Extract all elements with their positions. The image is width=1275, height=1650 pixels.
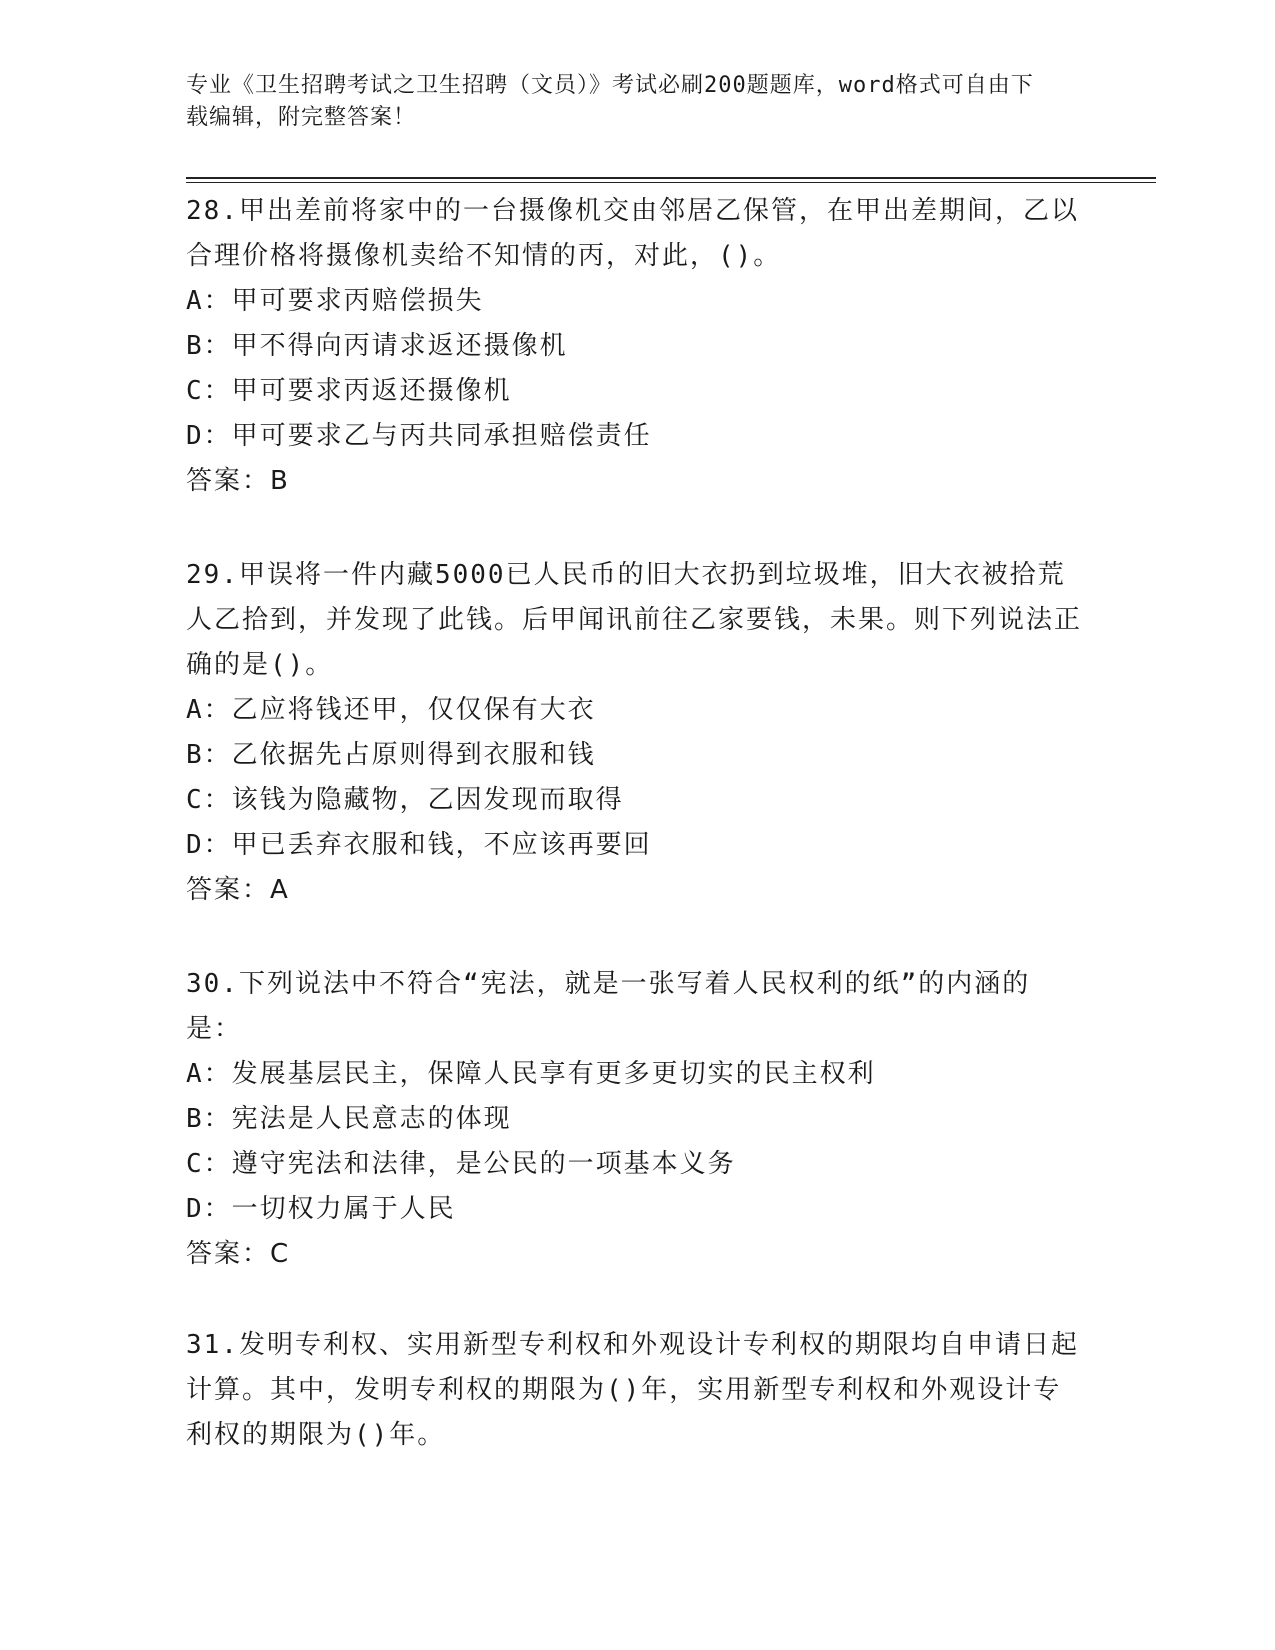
option-c: C：甲可要求丙返还摄像机 <box>186 376 512 406</box>
question-31 <box>186 1323 1086 1458</box>
option-a: A：发展基层民主，保障人民享有更多更切实的民主权利 <box>186 1059 876 1089</box>
question-28 <box>186 189 1086 504</box>
option-d: D：一切权力属于人民 <box>186 1194 456 1224</box>
option-b: B：宪法是人民意志的体现 <box>186 1104 512 1134</box>
option-c: C：遵守宪法和法律，是公民的一项基本义务 <box>186 1149 736 1179</box>
question-stem: 28.甲出差前将家中的一台摄像机交由邻居乙保管，在甲出差期间，乙以合理价格将摄像机卖给不知情的丙，对此，()。 <box>186 196 1079 271</box>
question-stem: 29.甲误将一件内藏5000已人民币的旧大衣扔到垃圾堆，旧大衣被拾荒人乙拾到，并发现了此钱。后甲闻讯前往乙家要钱，未果。则下列说法正确的是()。 <box>186 560 1083 680</box>
option-a: A：乙应将钱还甲，仅仅保有大衣 <box>186 695 596 725</box>
document-header: 专业《卫生招聘考试之卫生招聘（文员）》考试必刷200题题库，word格式可自由下载编辑，附完整答案！ <box>186 73 1034 130</box>
header-divider-thin <box>186 182 1156 183</box>
question-29 <box>186 553 1086 913</box>
question-stem: 30.下列说法中不符合“宪法，就是一张写着人民权利的纸”的内涵的是： <box>186 969 1031 1044</box>
header-divider-thick <box>186 177 1156 179</box>
question-30 <box>186 962 1086 1277</box>
answer-text: 答案：A <box>186 875 290 905</box>
answer-text: 答案：B <box>186 466 290 496</box>
option-a: A：甲可要求丙赔偿损失 <box>186 286 484 316</box>
option-b: B：甲不得向丙请求返还摄像机 <box>186 331 568 361</box>
question-stem: 31.发明专利权、实用新型专利权和外观设计专利权的期限均自申请日起计算。其中，发明专利权的期限为()年，实用新型专利权和外观设计专利权的期限为()年。 <box>186 1330 1079 1450</box>
option-c: C：该钱为隐藏物，乙因发现而取得 <box>186 785 624 815</box>
answer-text: 答案：C <box>186 1239 291 1269</box>
option-d: D：甲可要求乙与丙共同承担赔偿责任 <box>186 421 652 451</box>
option-b: B：乙依据先占原则得到衣服和钱 <box>186 740 596 770</box>
option-d: D：甲已丢弃衣服和钱，不应该再要回 <box>186 830 652 860</box>
